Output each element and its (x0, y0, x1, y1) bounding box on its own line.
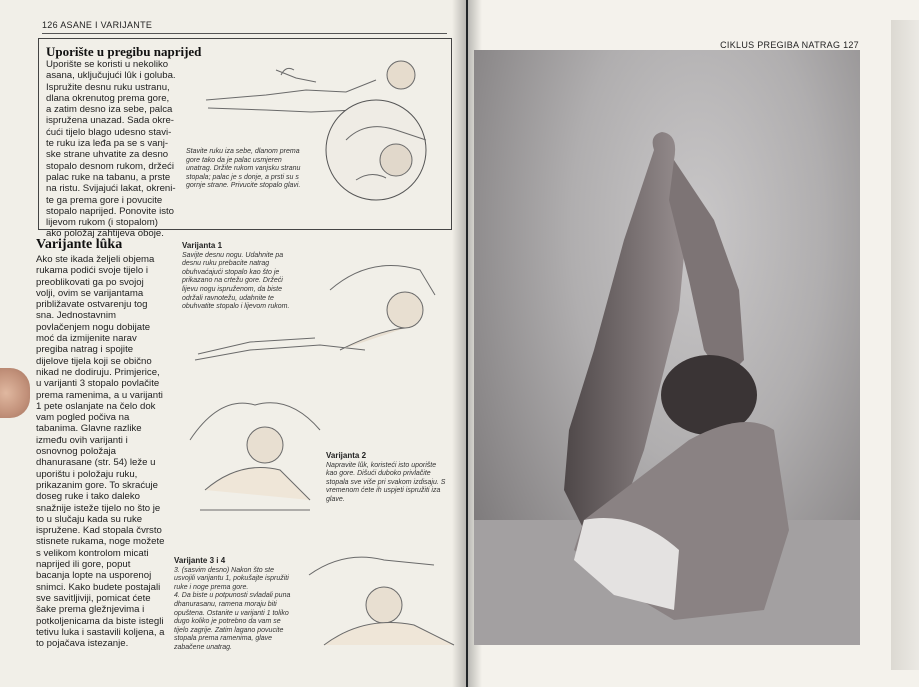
text-line: to pojačava istezanje. (36, 638, 129, 650)
text-line: to u slučaju kada su ruke (36, 513, 143, 525)
section-title: Varijante lûka (36, 237, 123, 252)
box-title: Uporište u pregibu naprijed (46, 44, 202, 59)
text-line: ispružene. Kad stopala čvrsto (36, 525, 162, 537)
text-line: Uporište se koristi u nekoliko (46, 59, 169, 70)
text-line: stopala prema ramenima, glave (174, 635, 273, 643)
text-line: u varijanti 3 stopalo povlačite (36, 378, 160, 390)
v2-title: Varijanta 2 (326, 451, 367, 460)
text-line: opuštena. Ostanite u varijanti 1 toliko (174, 609, 289, 617)
text-line: povlačenjem nogu dobijate (36, 321, 151, 333)
variant-3-4-caption (174, 557, 308, 653)
variant-3-4-illustration (304, 545, 459, 655)
text-line: bacanja lopte na usporenoj (36, 570, 152, 582)
text-line: desnu ruku prebacite natrag (182, 260, 270, 268)
text-line: doseg ruke i tako daleko (36, 491, 140, 503)
text-line: između ovih varijanti i (36, 434, 128, 446)
text-line: dhanurasane (str. 54) leže u (36, 457, 156, 469)
text-line: Savijte desnu nogu. Udahnite pa (182, 251, 284, 259)
text-line: prikazano na crtežu gore. Držeći (182, 277, 283, 285)
text-line: dijelove tijela koji se obično (36, 355, 152, 367)
text-line: preoblikovati ga po svojoj (36, 276, 144, 288)
text-line: stopala sve više pri svakom izdisaju. S (326, 478, 446, 486)
text-line: moć da izmijenite narav (36, 333, 137, 345)
text-line: Stavite ruku iza sebe, dlanom prema (186, 148, 300, 155)
v1-title: Varijanta 1 (182, 241, 223, 250)
text-line: snažnije isteže tijelo no što je (36, 502, 161, 514)
text-line: stisnete rukama, noge možete (36, 536, 165, 548)
text-line: naprijed ili gore, poput (36, 559, 131, 571)
text-line: stopalo naprijed. Ponovite isto (46, 205, 174, 217)
text-line: obuhvaćajući stopalo kao što je (182, 268, 280, 276)
header-rule (42, 33, 447, 34)
text-line: stopalo desnom rukom, držeći (46, 160, 174, 172)
text-line: ruke i noge prema gore. (174, 583, 249, 591)
section-text (36, 254, 186, 649)
text-line: s velikom kontrolom micati (36, 547, 149, 559)
text-line: vremenom ćete ih uspjeti ispružiti iza (326, 487, 441, 495)
text-line: snimci. Kako budete postajali (36, 581, 161, 593)
text-line: dhanurasanu, ramena moraju biti (174, 600, 277, 608)
text-line: približavate ostvarenju tog (36, 299, 148, 311)
text-line: tijelo zagrije. Zatim lagano povucite (174, 626, 284, 634)
box-illustration (196, 50, 446, 225)
text-line: na ristu. Svijajući lakat, okreni- (46, 183, 176, 195)
text-line: sna. Jednostavnim (36, 310, 116, 322)
photo-figure (474, 50, 860, 645)
text-line: 4. Da biste u potpunosti svladali puna (174, 592, 291, 600)
text-line: prikazanim gore. To skraćuje (36, 479, 158, 491)
text-line: asana, uključujući lûk i goluba. (46, 70, 176, 82)
variant-2-caption (326, 452, 456, 505)
page-edges (891, 20, 919, 670)
text-line: te ruku iza leđa pa se s vanj- (46, 138, 169, 150)
text-line: ske strane uhvatite za desno (46, 149, 169, 161)
left-page-header: 126 ASANE I VARIJANTE (42, 20, 153, 30)
text-line: gore tako da je palac usmjeren (186, 156, 282, 164)
text-line: tabanima. Glavne razlike (36, 423, 142, 435)
text-line: usvojili varijantu 1, pokušajte ispružiti (174, 575, 289, 583)
box-text (46, 59, 196, 240)
thumb (0, 368, 30, 418)
text-line: kao gore. Dišući duboko privlačite (326, 470, 431, 478)
text-line: Ispružite desnu ruku ustranu, (46, 81, 170, 93)
text-line: nikad ne dodiruju. Primjerice, (36, 366, 160, 378)
text-line: ako položaj zahtijeva oboje. (46, 228, 164, 240)
text-line: gornje strane. Privucite stopalo glavi. (186, 182, 301, 190)
text-line: Ako ste ikada željeli objema (36, 254, 155, 265)
text-line: šake prema gležnjevima i (36, 604, 145, 616)
text-line: unatrag. Držite rukom vanjsku stranu (186, 165, 301, 173)
text-line: pregiba natrag i spojite (36, 344, 134, 356)
dhanurasana-photo (474, 50, 860, 645)
text-line: glave. (326, 495, 345, 503)
text-line: uporištu i položaju ruku, (36, 468, 138, 480)
text-line: stopala; palac je s donje, a prsti su s (186, 173, 299, 181)
text-line: vam pogled počiva na (36, 412, 130, 424)
text-line: 1 pete oslanjate na čelo dok (36, 400, 156, 412)
text-line: rukama podići svoje tijelo i (36, 265, 148, 277)
text-line: sve savitljiviji, pomicat ćete (36, 592, 151, 604)
text-line: održali ravnotežu, udahnite te (182, 294, 274, 302)
text-line: 3. (sasvim desno) Nakon što ste (174, 566, 274, 574)
text-line: a zatim desno iza sebe, palca (46, 104, 173, 116)
variant-2-illustration (180, 390, 330, 515)
text-line: tetivu luka i sastavili koljena, a (36, 626, 165, 638)
text-line: lijevu nogu ispruženom, da biste (182, 285, 283, 293)
text-line: dugo koliko je potrebno da vam se (174, 618, 281, 626)
text-line: dlana okrenutog prema gore, (46, 92, 170, 104)
text-line: potkoljenicama da biste istegli (36, 615, 164, 627)
variant-1-illustration (190, 250, 455, 370)
text-line: ćući tijelo blago udesno stavi- (46, 126, 172, 138)
text-line: ispružena unazad. Sada okre- (46, 115, 174, 127)
text-line: prema ramenima, a u varijanti (36, 389, 163, 401)
text-line: palac ruke na tabanu, a prste (46, 171, 171, 183)
text-line: te ga prema gore i povucite (46, 194, 163, 206)
text-line: Napravite lûk, koristeći isto uporište (326, 461, 437, 469)
text-line: lijevom rukom (i stopalom) (46, 217, 158, 229)
text-line: obuhvatite stopalo i lijevom rukom. (182, 303, 290, 311)
right-page-header: CIKLUS PREGIBA NATRAG 127 (720, 40, 859, 50)
text-line: osnovnog položaja (36, 446, 117, 458)
text-line: zabačene unatrag. (174, 643, 232, 651)
text-line: volji, ovim se varijantama (36, 287, 144, 299)
v34-title: Varijante 3 i 4 (174, 556, 226, 565)
